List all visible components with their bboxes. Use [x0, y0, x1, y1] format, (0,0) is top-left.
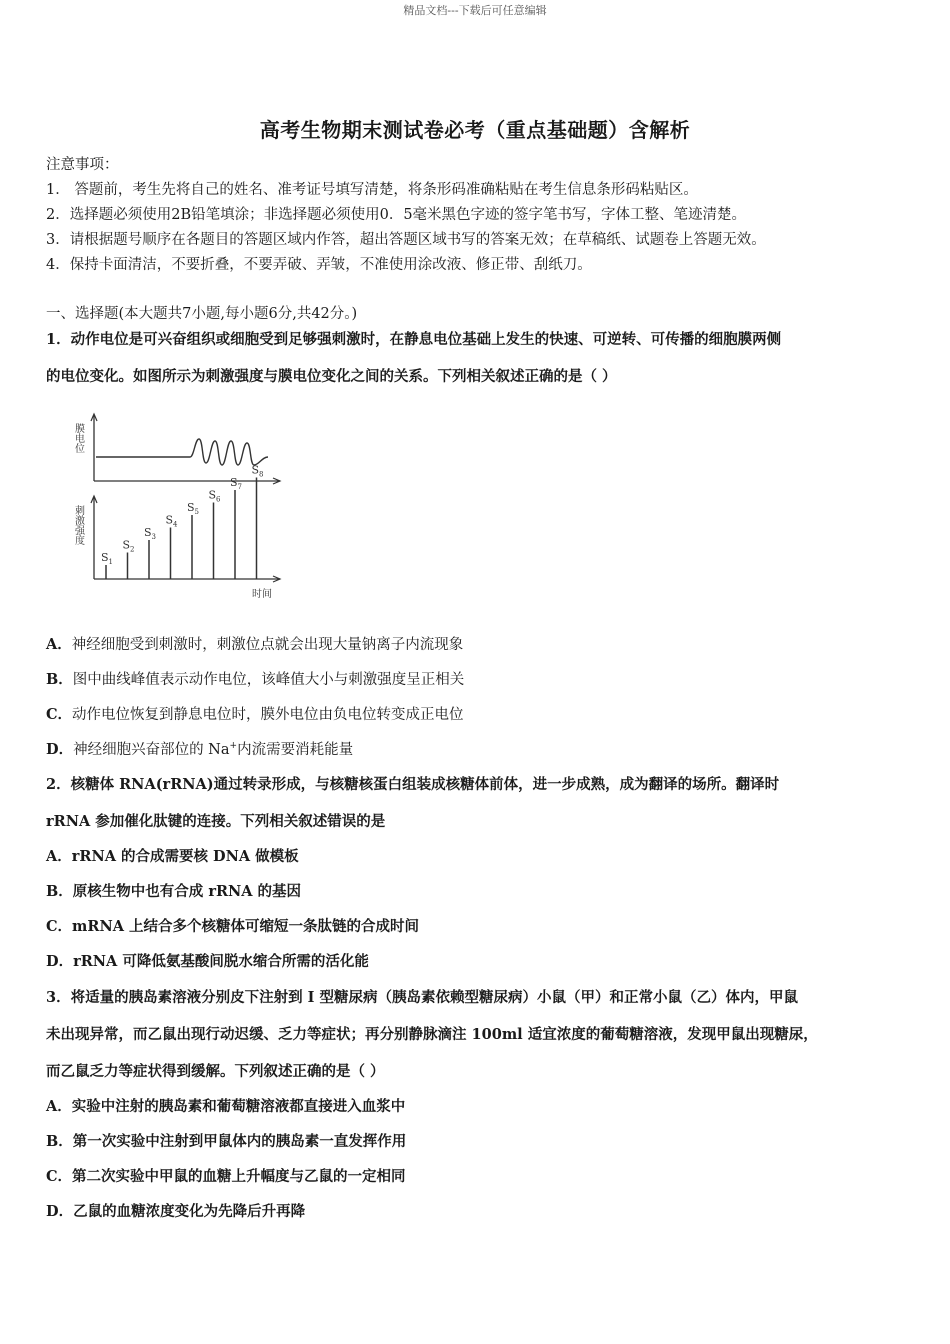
option-text: 神经细胞受到刺激时，刺激位点就会出现大量钠离子内流现象	[71, 637, 464, 653]
option-text: 第一次实验中注射到甲鼠体内的胰岛素一直发挥作用	[72, 1133, 407, 1150]
option-label: A．	[46, 636, 72, 653]
question-1-stem-line2: 的电位变化。如图所示为刺激强度与膜电位变化之间的关系。下列相关叙述正确的是（ ）	[46, 368, 617, 385]
top-ylabel: 膜电位	[72, 423, 84, 453]
option-text: 动作电位恢复到静息电位时，膜外电位由负电位转变成正电位	[72, 707, 464, 723]
option-label: D．	[46, 1203, 74, 1220]
option-label: C．	[46, 706, 73, 723]
note-item: 4．保持卡面清洁，不要折叠，不要弄破、弄皱，不准使用涂改液、修正带、刮纸刀。	[46, 257, 592, 273]
xlabel: 时间	[252, 589, 272, 600]
stimulus-label: $S_7$	[230, 476, 243, 491]
option-text: 神经细胞兴奋部位的 Na	[73, 742, 230, 758]
q2-option-b[interactable]	[46, 880, 301, 901]
stimulus-label: $S_8$	[251, 463, 264, 479]
stimulus-label: $S_5$	[187, 501, 200, 516]
q2-option-a[interactable]	[46, 845, 299, 866]
question-3-stem-line1: 3．将适量的胰岛素溶液分别皮下注射到 I 型糖尿病（胰岛素依赖型糖尿病）小鼠（甲）和正常小鼠（乙）体内，甲鼠	[46, 989, 798, 1006]
notes-heading: 注意事项：	[46, 157, 119, 173]
page-header-note: 精品文档---下载后可任意编辑	[403, 4, 547, 17]
option-text: 内流需要消耗能量	[237, 742, 354, 758]
question-2-stem-line1: 2．核糖体 RNA(rRNA)通过转录形成，与核糖核蛋白组装成核糖体前体，进一步成熟，成为翻译的场所。翻译时	[46, 776, 780, 793]
question-1-stem-line1: 1．动作电位是可兴奋组织或细胞受到足够强刺激时，在静息电位基础上发生的快速、可逆转、可传播的细胞膜两侧	[46, 331, 782, 348]
option-text: 第二次实验中甲鼠的血糖上升幅度与乙鼠的一定相同	[72, 1168, 406, 1185]
bottom-ylabel: 刺激强度	[72, 505, 84, 545]
q3-option-c[interactable]	[46, 1165, 406, 1186]
stimulus-label: $S_3$	[144, 526, 157, 541]
note-item: 3．请根据题号顺序在各题目的答题区域内作答，超出答题区域书写的答案无效；在草稿纸、试题卷上答题无效。	[46, 232, 766, 248]
question-2-stem-line2: rRNA 参加催化肽键的连接。下列相关叙述错误的是	[46, 813, 386, 830]
q1-option-c[interactable]	[46, 703, 464, 724]
option-label: A．	[46, 848, 72, 865]
q3-option-b[interactable]	[46, 1130, 406, 1151]
q2-option-c[interactable]	[46, 915, 419, 936]
superscript: +	[229, 741, 238, 752]
option-text: mRNA 上结合多个核糖体可缩短一条肽链的合成时间	[72, 918, 419, 935]
stimulus-label: $S_4$	[165, 513, 178, 529]
option-text: rRNA 的合成需要核 DNA 做模板	[71, 848, 299, 865]
option-text: 图中曲线峰值表示动作电位，该峰值大小与刺激强度呈正相关	[72, 672, 465, 688]
option-label: C．	[46, 1168, 73, 1185]
option-label: B．	[46, 671, 73, 688]
option-label: B．	[46, 1133, 73, 1150]
section-title: 一、选择题(本大题共7小题,每小题6分,共42分。)	[46, 306, 358, 322]
q1-option-d[interactable]	[46, 738, 353, 759]
option-text: rRNA 可降低氨基酸间脱水缩合所需的活化能	[73, 953, 369, 970]
stimulus-label: $S_6$	[208, 488, 221, 504]
option-text: 原核生物中也有合成 rRNA 的基因	[72, 883, 302, 900]
question-3-stem-line3: 而乙鼠乏力等症状得到缓解。下列叙述正确的是（ ）	[46, 1063, 385, 1080]
option-label: C．	[46, 918, 73, 935]
q1-option-b[interactable]	[46, 668, 464, 689]
option-text: 实验中注射的胰岛素和葡萄糖溶液都直接进入血浆中	[71, 1098, 406, 1115]
option-text: 乙鼠的血糖浓度变化为先降后升再降	[73, 1203, 306, 1220]
note-item: 2．选择题必须使用2B铅笔填涂；非选择题必须使用0．5毫米黑色字迹的签字笔书写，字体工整、笔迹清楚。	[46, 207, 747, 223]
membrane-potential-figure	[62, 405, 292, 605]
q1-option-a[interactable]	[46, 633, 463, 654]
q3-option-d[interactable]	[46, 1200, 305, 1221]
membrane-potential-trace	[96, 439, 268, 465]
question-3-stem-line2: 未出现异常，而乙鼠出现行动迟缓、乏力等症状；再分别静脉滴注 100ml 适宜浓度的葡萄糖溶液，发现甲鼠出现糖尿，	[46, 1026, 818, 1043]
page-title: 高考生物期末测试卷必考（重点基础题）含解析	[259, 118, 691, 142]
option-label: D．	[46, 953, 74, 970]
option-label: B．	[46, 883, 73, 900]
option-label: D．	[46, 741, 74, 758]
note-item: 1． 答题前，考生先将自己的姓名、准考证号填写清楚，将条形码准确粘贴在考生信息条形码粘贴区。	[46, 182, 698, 198]
q2-option-d[interactable]	[46, 950, 369, 971]
stimulus-label: $S_1$	[101, 551, 114, 566]
stimulus-label: $S_2$	[122, 538, 135, 554]
option-label: A．	[46, 1098, 72, 1115]
q3-option-a[interactable]	[46, 1095, 405, 1116]
